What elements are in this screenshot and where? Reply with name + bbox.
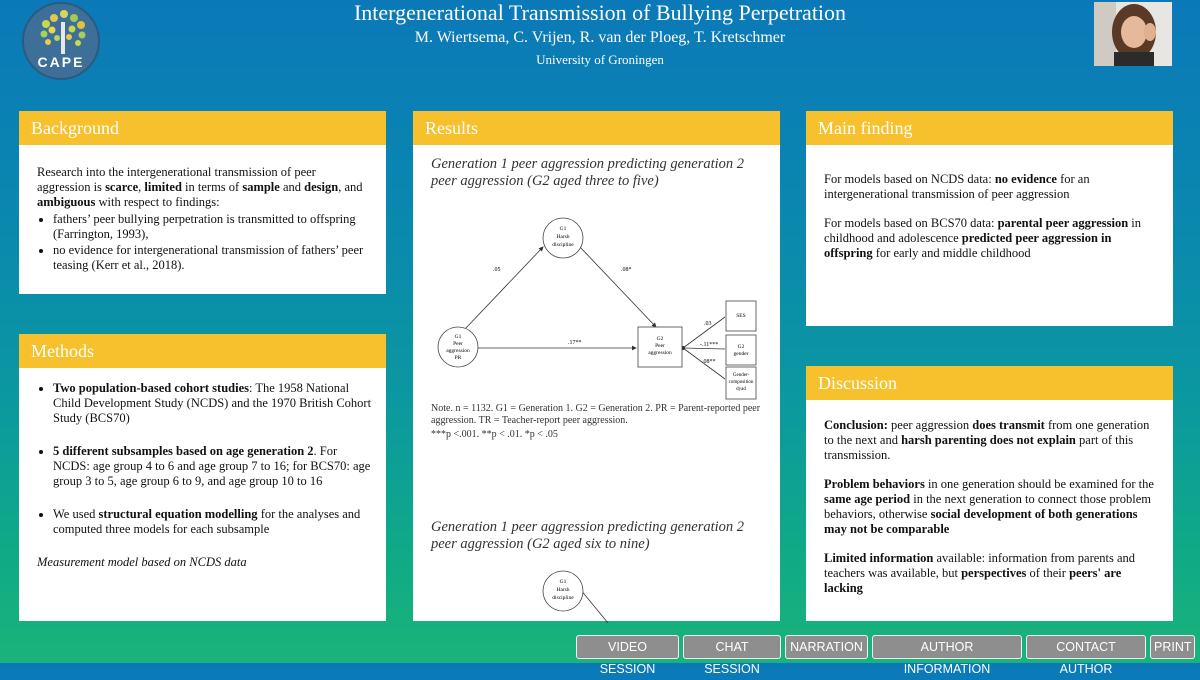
author-photo-image — [1094, 2, 1172, 66]
svg-text:PR: PR — [454, 355, 462, 361]
discussion-problem-behaviors: Problem behaviors in one generation should be examined for the same age period in the next generation to connect those problem behaviors, otherwise social development of both generations may not be comparable — [824, 477, 1154, 536]
methods-list — [53, 381, 372, 537]
discussion-heading: Discussion — [806, 366, 1173, 400]
author-photo — [1094, 2, 1172, 66]
path-arrow — [580, 247, 656, 327]
methods-panel — [19, 334, 386, 621]
path-label: .08* — [621, 267, 632, 273]
list-item: • no evidence for intergenerational transmission of fathers’ peer teasing (Kerr et al., 2018). — [53, 243, 372, 273]
svg-text:aggression: aggression — [446, 348, 470, 354]
gender-node — [726, 335, 756, 365]
background-intro: Research into the intergenerational transmission of peer aggression is scarce, limited in terms of sample and design, and ambiguous with respect to findings: — [37, 165, 363, 209]
results-note: Note. n = 1132. G1 = Generation 1. G2 = Generation 2. PR = Parent-reported peer aggression. TR = Teacher-report peer aggression. — [431, 403, 761, 426]
svg-text:SES: SES — [736, 313, 746, 319]
svg-text:G1: G1 — [559, 226, 567, 232]
cape-logo — [22, 2, 100, 80]
contact-author-button[interactable]: CONTACT AUTHOR — [1026, 635, 1146, 659]
svg-text:composition: composition — [728, 380, 754, 385]
g1-peer-aggression-node — [438, 327, 478, 367]
list-item: • Two population-based cohort studies: The 1958 National Child Development Study (NCDS) and the 1970 British Cohort Study (BCS70) — [53, 381, 372, 426]
author-information-button[interactable]: AUTHOR INFORMATION — [872, 635, 1022, 659]
results-panel — [413, 111, 780, 621]
svg-text:G1: G1 — [559, 579, 567, 585]
logo-text: CAPE — [37, 54, 85, 70]
path-diagram-2 — [413, 567, 780, 627]
methods-heading: Methods — [19, 334, 386, 368]
significance-note: ***p <.001. **p < .01. *p < .05 — [431, 429, 558, 440]
svg-text:gender: gender — [733, 351, 749, 357]
path-label: .17** — [568, 340, 582, 346]
path-label: .05 — [493, 267, 501, 273]
results-caption-1: Generation 1 peer aggression predicting generation 2 peer aggression (G2 aged three to five) — [431, 156, 745, 189]
poster-header — [0, 0, 1200, 80]
background-panel — [19, 111, 386, 294]
svg-text:G1: G1 — [454, 334, 462, 340]
list-item: • We used structural equation modelling for the analyses and computed three models for each subsample — [53, 507, 372, 537]
poster-title: Intergenerational Transmission of Bullying Perpetration — [353, 0, 847, 25]
path-label: .03 — [704, 321, 712, 327]
list-item: • fathers’ peer bullying perpetration is transmitted to offspring (Farrington, 1993), — [53, 212, 372, 242]
background-list — [53, 212, 372, 273]
video-session-button[interactable]: VIDEO SESSION — [576, 635, 679, 659]
results-heading: Results — [413, 111, 780, 145]
tree-icon — [24, 4, 102, 82]
discussion-limited-info: Limited information available: information from parents and teachers was available, but perspectives of their peers' are lacking — [824, 551, 1136, 595]
path-arrow — [683, 348, 725, 349]
background-body — [37, 165, 372, 274]
svg-text:Harsh: Harsh — [556, 587, 570, 593]
svg-text:G2: G2 — [656, 336, 664, 342]
main-finding-bcs70: For models based on BCS70 data: parental peer aggression in childhood and adolescence predicted peer aggression in offspring for early and middle childhood — [824, 216, 1142, 260]
poster-authors: M. Wiertsema, C. Vrijen, R. van der Ploeg, T. Kretschmer — [414, 29, 786, 46]
svg-text:dyad: dyad — [736, 387, 746, 392]
poster-university: University of Groningen — [536, 52, 664, 67]
discussion-panel — [806, 366, 1173, 621]
results-caption-2: Generation 1 peer aggression predicting generation 2 peer aggression (G2 aged six to nine) — [431, 519, 745, 552]
main-finding-ncds: For models based on NCDS data: no evidence for an intergenerational transmission of peer aggression — [824, 172, 1090, 201]
main-finding-body — [824, 172, 1159, 275]
svg-text:Harsh: Harsh — [556, 234, 570, 240]
main-finding-heading: Main finding — [806, 111, 1173, 145]
discussion-conclusion: Conclusion: peer aggression does transmit from one generation to the next and harsh parenting does not explain part of this transmission. — [824, 418, 1150, 462]
path-label: -.11*** — [700, 342, 719, 348]
path-diagram-1 — [413, 207, 780, 407]
print-button[interactable]: PRINT — [1150, 635, 1195, 659]
discussion-body — [824, 418, 1159, 610]
measurement-model-caption: Measurement model based on NCDS data — [37, 555, 247, 569]
main-finding-panel — [806, 111, 1173, 326]
path-label: .08** — [702, 359, 716, 365]
svg-text:Gender-: Gender- — [732, 373, 750, 378]
background-heading: Background — [19, 111, 386, 145]
path-arrow — [465, 247, 543, 329]
chat-session-button[interactable]: CHAT SESSION — [683, 635, 781, 659]
svg-text:Peer: Peer — [453, 341, 463, 347]
svg-text:G2: G2 — [737, 344, 745, 350]
svg-text:discipline: discipline — [552, 595, 574, 601]
narration-button[interactable]: NARRATION — [785, 635, 868, 659]
svg-text:discipline: discipline — [552, 242, 574, 248]
svg-text:aggression: aggression — [648, 350, 672, 356]
svg-text:Peer: Peer — [655, 343, 665, 349]
methods-body — [37, 381, 372, 584]
list-item: • 5 different subsamples based on age generation 2. For NCDS: age group 4 to 6 and age group 7 to 16; for BCS70: age group 3 to 5, age group 6 to 9, and age group 10 to 16 — [53, 444, 372, 489]
